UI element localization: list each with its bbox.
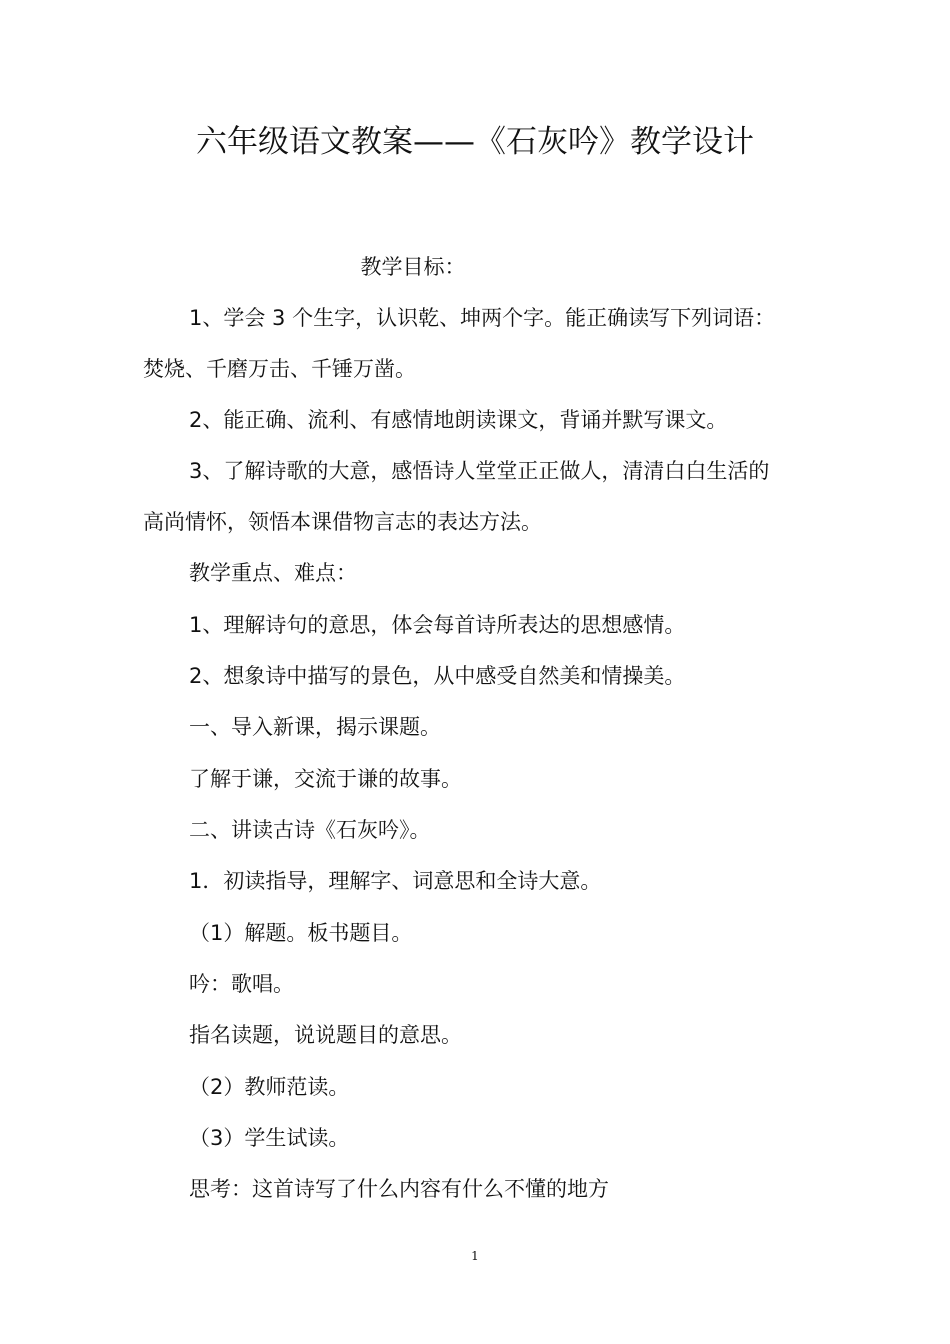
paragraph-line: 1．初读指导，理解字、词意思和全诗大意。	[189, 869, 602, 893]
document-title: 六年级语文教案——《石灰吟》教学设计	[196, 124, 754, 160]
paragraph-line: （2）教师范读。	[189, 1075, 350, 1099]
paragraph-line: 2、想象诗中描写的景色，从中感受自然美和情操美。	[189, 664, 686, 688]
paragraph-line: 2、能正确、流利、有感情地朗读课文，背诵并默写课文。	[189, 408, 728, 432]
section-heading-reading: 二、讲读古诗《石灰吟》。	[189, 818, 431, 842]
section-heading-intro: 一、导入新课，揭示课题。	[189, 715, 441, 739]
paragraph-line: 1、学会 3 个生字，认识乾、坤两个字。能正确读写下列词语：	[189, 306, 776, 330]
paragraph-line: 了解于谦，交流于谦的故事。	[189, 767, 462, 791]
paragraph-line: （3）学生试读。	[189, 1126, 350, 1150]
paragraph-line: 吟：歌唱。	[189, 972, 294, 996]
section-heading-key-points: 教学重点、难点：	[189, 561, 357, 585]
section-heading-objectives: 教学目标：	[360, 255, 466, 279]
paragraph-line: 3、了解诗歌的大意，感悟诗人堂堂正正做人，清清白白生活的	[189, 459, 770, 483]
paragraph-line: 指名读题，说说题目的意思。	[189, 1023, 462, 1047]
paragraph-line: 高尚情怀，领悟本课借物言志的表达方法。	[143, 510, 542, 534]
page-number: 1	[471, 1249, 479, 1263]
paragraph-line: 1、理解诗句的意思，体会每首诗所表达的思想感情。	[189, 613, 686, 637]
paragraph-line: 思考：这首诗写了什么内容有什么不懂的地方	[189, 1177, 609, 1201]
paragraph-line: 焚烧、千磨万击、千锤万凿。	[143, 357, 416, 381]
paragraph-line: （1）解题。板书题目。	[189, 921, 413, 945]
